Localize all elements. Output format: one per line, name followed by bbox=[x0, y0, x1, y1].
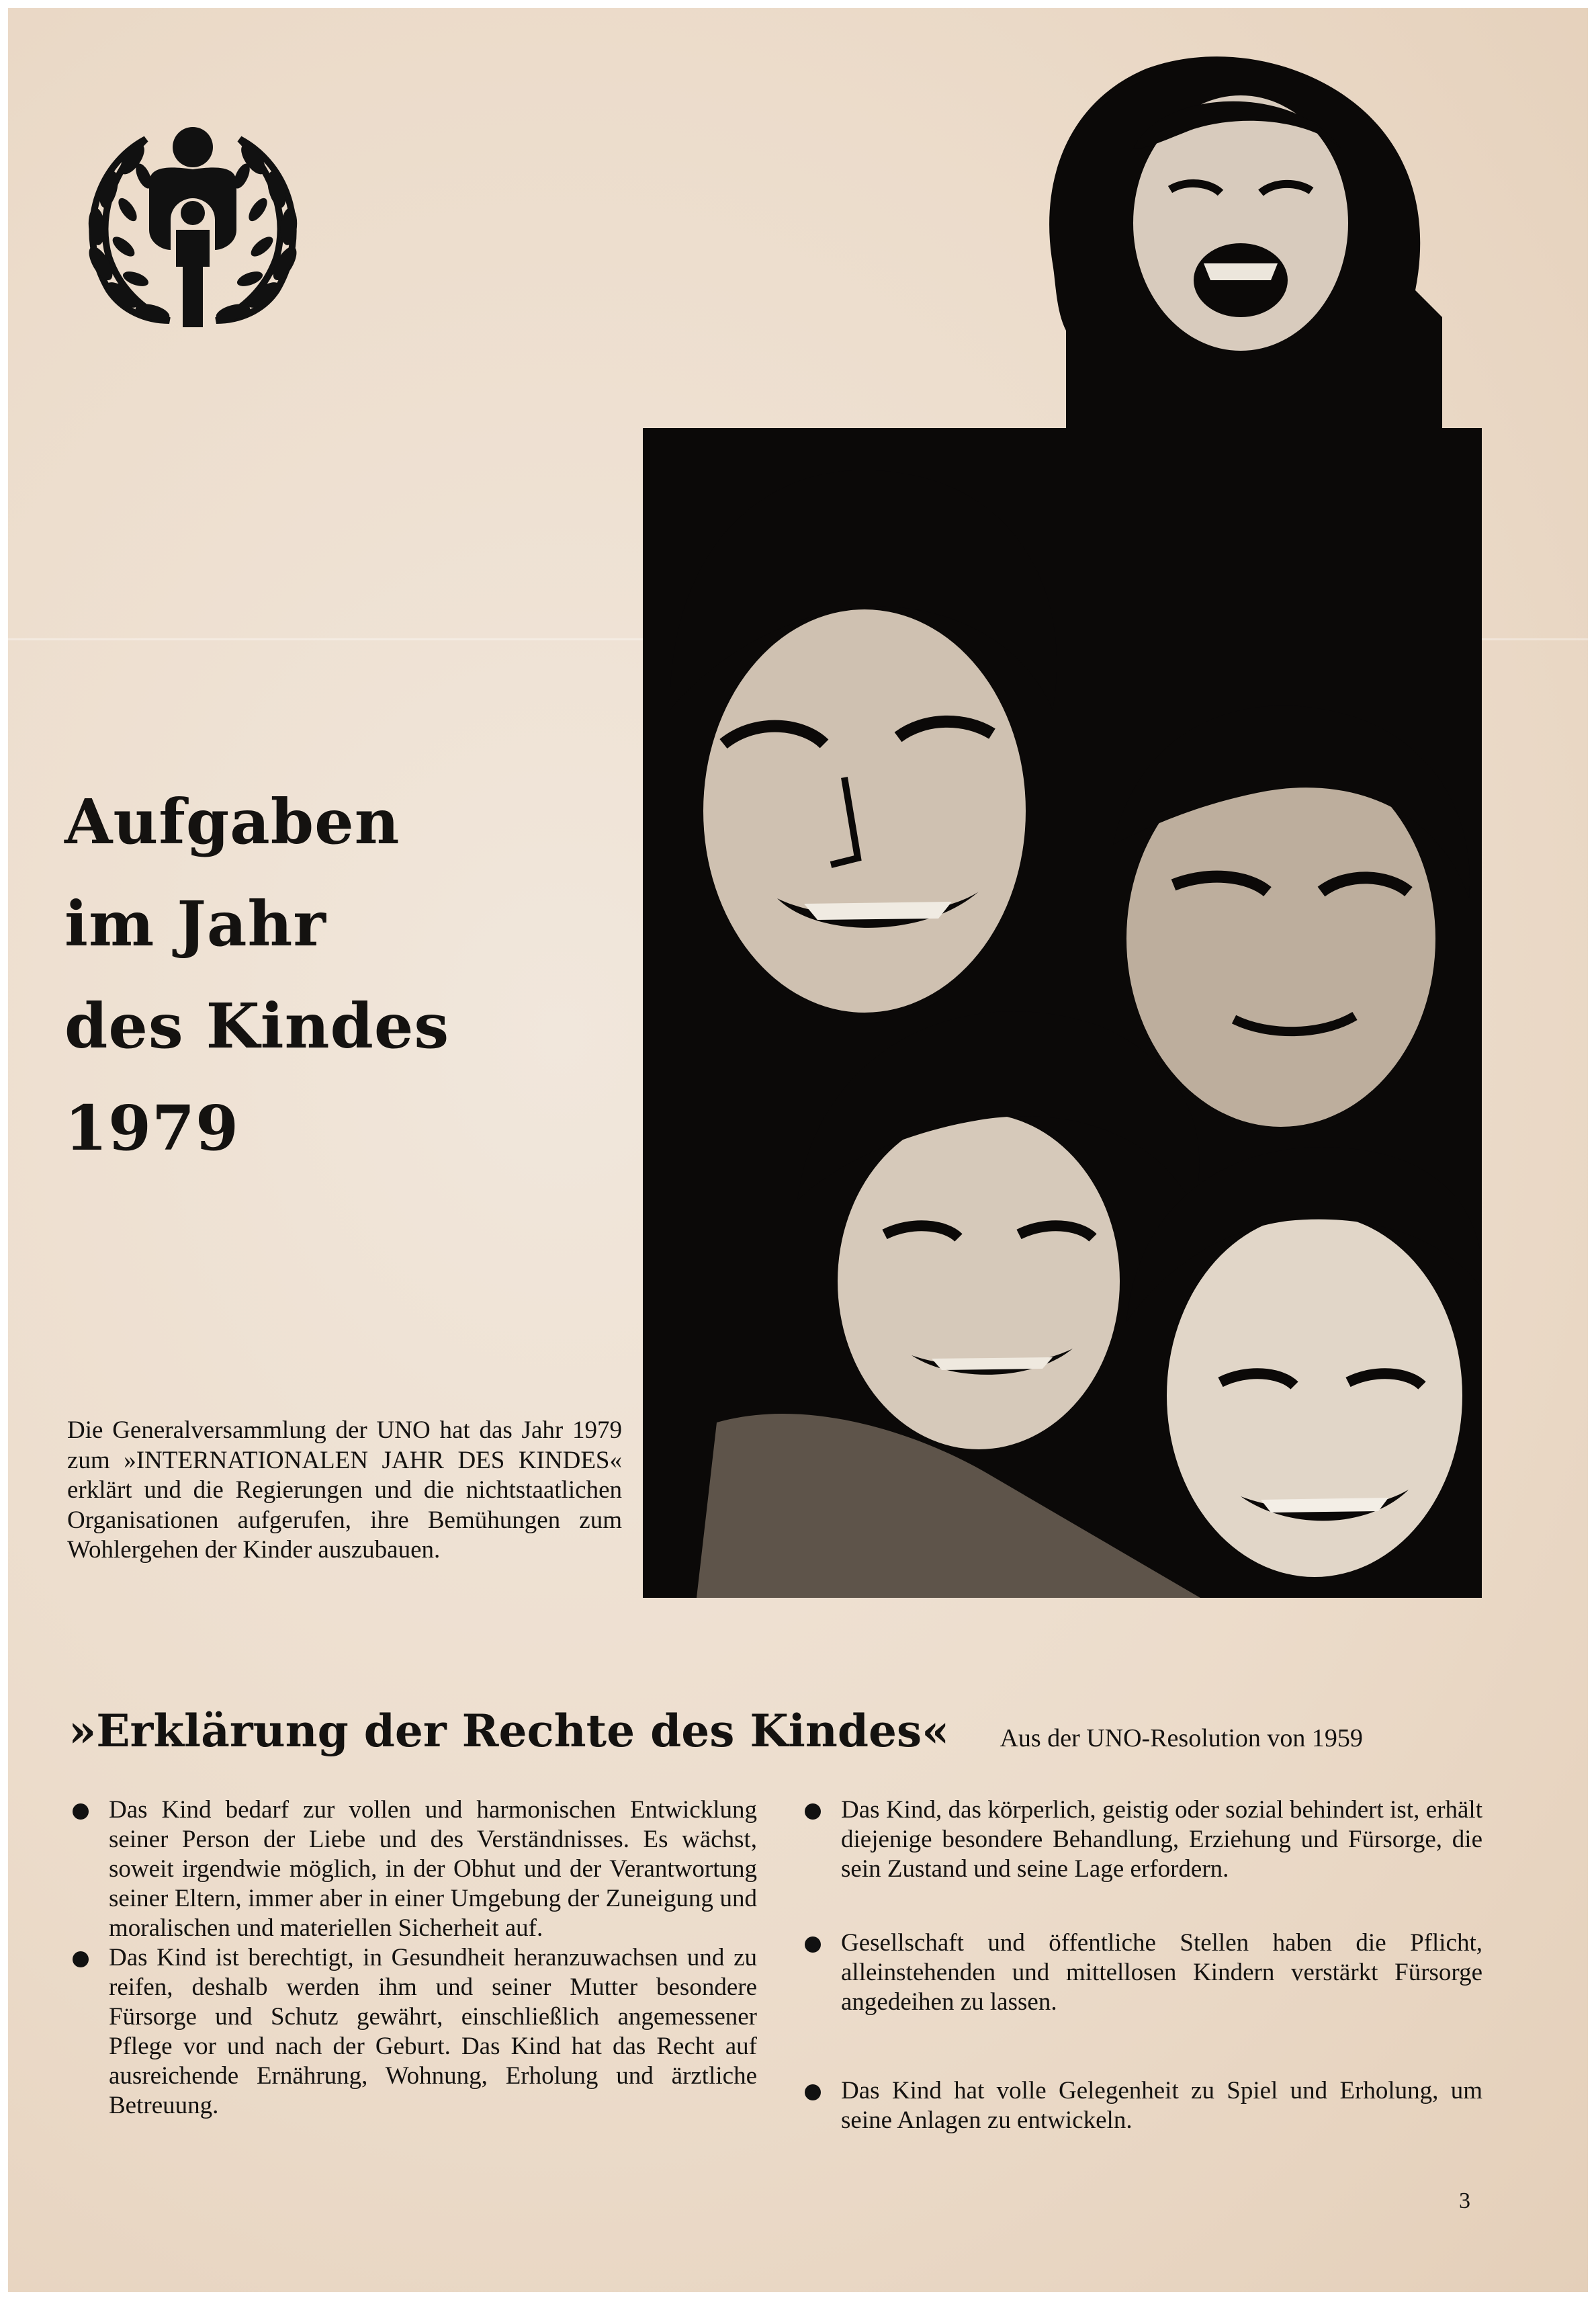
bullet-icon bbox=[805, 2084, 821, 2100]
page-number: 3 bbox=[1459, 2188, 1470, 2213]
bullet-icon bbox=[73, 1951, 89, 1967]
child-face bbox=[1126, 1147, 1482, 1577]
list-item-text: Das Kind, das körperlich, geistig oder sozial behindert ist, erhält diejenige besondere Behandlung, Erziehung und Fürsorge, die sein Zustand und seine Lage erfordern. bbox=[841, 1796, 1482, 1883]
title-line: Aufgaben bbox=[64, 785, 400, 858]
child-face bbox=[670, 470, 1057, 1013]
magazine-page bbox=[8, 8, 1588, 2292]
rights-column-right bbox=[801, 1795, 1482, 2135]
child-face bbox=[697, 1011, 1200, 1598]
title-line: des Kindes bbox=[64, 990, 450, 1062]
children-photo bbox=[643, 428, 1482, 1598]
child-face bbox=[1113, 706, 1470, 1127]
list-item bbox=[801, 1928, 1482, 2017]
children-photo-illustration bbox=[643, 428, 1482, 1598]
list-item-text: Gesellschaft und öffentliche Stellen haben die Pflicht, alleinstehenden und mittellosen Kindern verstärkt Fürsorge angedeihen zu lassen. bbox=[841, 1929, 1482, 2016]
list-item bbox=[69, 1795, 757, 1943]
bullet-icon bbox=[73, 1803, 89, 1820]
page-title bbox=[64, 771, 575, 1179]
title-line: im Jahr bbox=[64, 888, 326, 960]
declaration-title: »Erklärung der Rechte des Kindes« bbox=[69, 1705, 950, 1757]
photo-top-child-head bbox=[1026, 48, 1442, 452]
iyc-emblem-logo bbox=[69, 119, 317, 341]
list-item-text: Das Kind ist berechtigt, in Gesundheit heranzuwachsen und zu reifen, deshalb werden ihm und seiner Mutter besondere Fürsorge und Schutz gewährt, einschließlich angemessener Pflege vor und nach der Geburt. Das Kind hat das Recht auf ausreichende Ernährung, Wohnung, Erholung und ärztliche Betreuung. bbox=[109, 1944, 757, 2119]
bullet-icon bbox=[805, 1936, 821, 1953]
list-item bbox=[801, 1795, 1482, 1884]
list-item bbox=[69, 1943, 757, 2121]
intro-paragraph: Die Generalversammlung der UNO hat das Jahr 1979 zum »INTERNATIONALEN JAHR DES KINDES« erklärt und die Regierungen und die nichtstaatlichen Organisationen aufgerufen, ihre Bemühungen zum Wohlergehen der Kinder auszubauen. bbox=[67, 1416, 622, 1564]
declaration-source: Aus der UNO-Resolution von 1959 bbox=[1000, 1724, 1363, 1752]
rights-column-left bbox=[69, 1795, 757, 2121]
list-item bbox=[801, 2076, 1482, 2135]
bullet-icon bbox=[805, 1803, 821, 1820]
list-item-text: Das Kind bedarf zur vollen und harmonischen Entwicklung seiner Person der Liebe und des Verständnisses. Es wächst, soweit irgendwie möglich, in der Obhut und der Verantwortung seiner Eltern, immer aber in einer Umgebung der Zuneigung und moralischen und materiellen Sicherheit auf. bbox=[109, 1796, 757, 1942]
declaration-heading bbox=[69, 1705, 1363, 1779]
list-item-text: Das Kind hat volle Gelegenheit zu Spiel und Erholung, um seine Anlagen zu entwickeln. bbox=[841, 2077, 1482, 2134]
title-line: 1979 bbox=[64, 1092, 240, 1164]
